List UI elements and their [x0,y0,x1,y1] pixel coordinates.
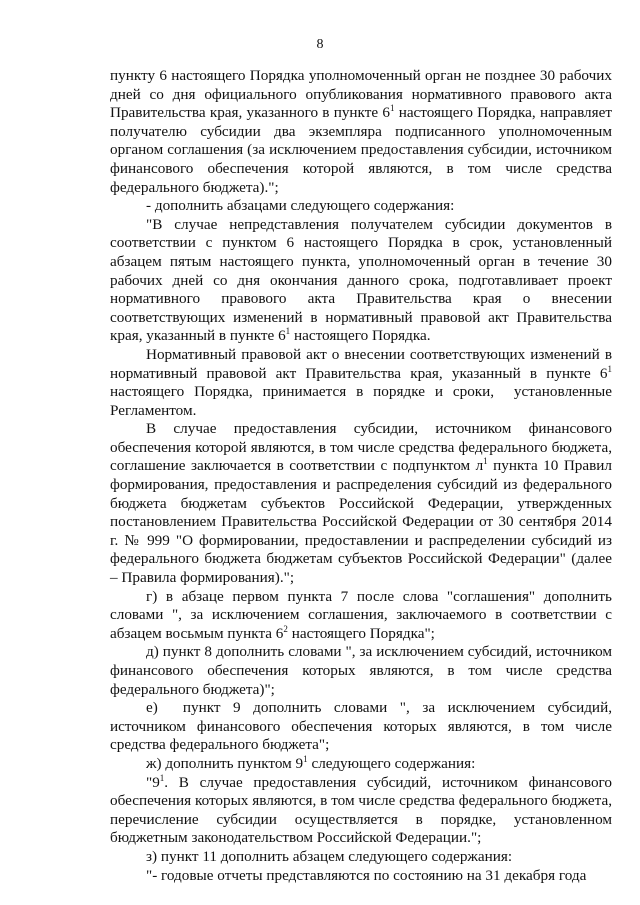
paragraph-text: настоящего Порядка. [290,327,431,345]
paragraph [110,643,616,699]
paragraph-text: - дополнить абзацами следующего содержания: [146,197,455,215]
superscript-index: 1 [389,103,395,114]
paragraph [110,215,616,346]
paragraph [110,67,616,197]
document-body [110,67,616,885]
paragraph [110,699,616,755]
paragraph-text: "9 [146,773,160,791]
paragraph-text: "- годовые отчеты представляются по состоянию на 31 декабря года [146,866,587,884]
paragraph-text: В случае предоставления субсидии, источником финансового обеспечения которой являются, в том числе средства федерального бюджета, соглашение заключается в соответствии с подпунктом л [110,420,616,475]
paragraph-text: ж) дополнить пунктом 9 [146,754,304,772]
paragraph [110,587,616,644]
paragraph-text: д) пункт 8 дополнить словами ", за исключением субсидий, источником финансового обеспечения которых являются, в том числе средства федерального бюджета)"; [110,643,616,698]
page-number: 8 [316,37,324,52]
superscript-index: 1 [285,326,291,337]
superscript-index: 1 [303,753,308,764]
paragraph-text: г) в абзаце первом пункта 7 после слова "соглашения" дополнить словами ", за исключением соглашения, заключаемого в соответствии с абзацем восьмым пункта 6 [110,587,616,642]
paragraph-text: пункту 6 настоящего Порядка уполномоченный орган не позднее 30 рабочих дней со дня официального опубликования нормативного правового акта Правительства края, указанного в пункте 6 [110,67,616,122]
paragraph [110,197,612,216]
paragraph-text: е) пункт 9 дополнить словами ", за исключением субсидий, источником финансового обеспечения которых являются, в том числе средства федерального бюджета"; [110,699,616,754]
superscript-index: 1 [159,772,165,783]
paragraph-text: настоящего Порядка, принимается в порядке и сроки, установленные Регламентом. [110,364,616,419]
paragraph-text: "В случае непредставления получателем субсидии документов в соответствии с пунктом 6 настоящего Порядка в срок, установленный абзацем пятым настоящего пункта, уполномоченный орган в течение 30 рабочих дней со дня окончания данного срока, подготавливает проект нормативного правового акта Правительства края о внесении соответствующих изменений в нормативный правовой акт Правительства края, указанный в пункте 6 [110,215,616,345]
superscript-index: 1 [483,456,488,467]
paragraph [110,420,616,587]
paragraph-text: з) пункт 11 дополнить абзацем следующего содержания: [146,847,513,865]
paragraph-text: пункта 10 Правил формирования, предоставления и распределения субсидий из федерального бюджета бюджетам субъектов Российской Федерации, утвержденных постановлением Правительства Российской Федерации от 30 сентября 2014 г. № 999 "О формировании, предоставлении и распределении субсидий из федерального бюджета бюджетам субъектов Российской Федерации" (далее – Правила формирования)."; [110,457,616,587]
paragraph [110,772,616,848]
paragraph [110,848,612,867]
paragraph-text: настоящего Порядка"; [287,624,435,642]
paragraph-text: следующего содержания: [307,754,476,772]
superscript-index: 1 [607,363,612,374]
paragraph-text: Нормативный правовой акт о внесении соответствующих изменений в нормативный правовой акт Правительства края, указанный в пункте 6 [110,345,616,382]
paragraph [110,755,612,774]
paragraph [110,345,616,420]
paragraph [110,867,612,886]
superscript-index: 2 [283,623,288,634]
paragraph-text: . В случае предоставления субсидий, источником финансового обеспечения которых являются, в том числе средства федерального бюджета, перечисление субсидии осуществляется в порядке, установленном бюджетным законодательством Российской Федерации."; [110,773,616,847]
paragraph-text: настоящего Порядка, направляет получателю субсидии два экземпляра подписанного уполномоченным органом соглашения (за исключением предоставления субсидии, источником финансового обеспечения которой являются, в том числе средства федерального бюджета)."; [110,104,616,196]
